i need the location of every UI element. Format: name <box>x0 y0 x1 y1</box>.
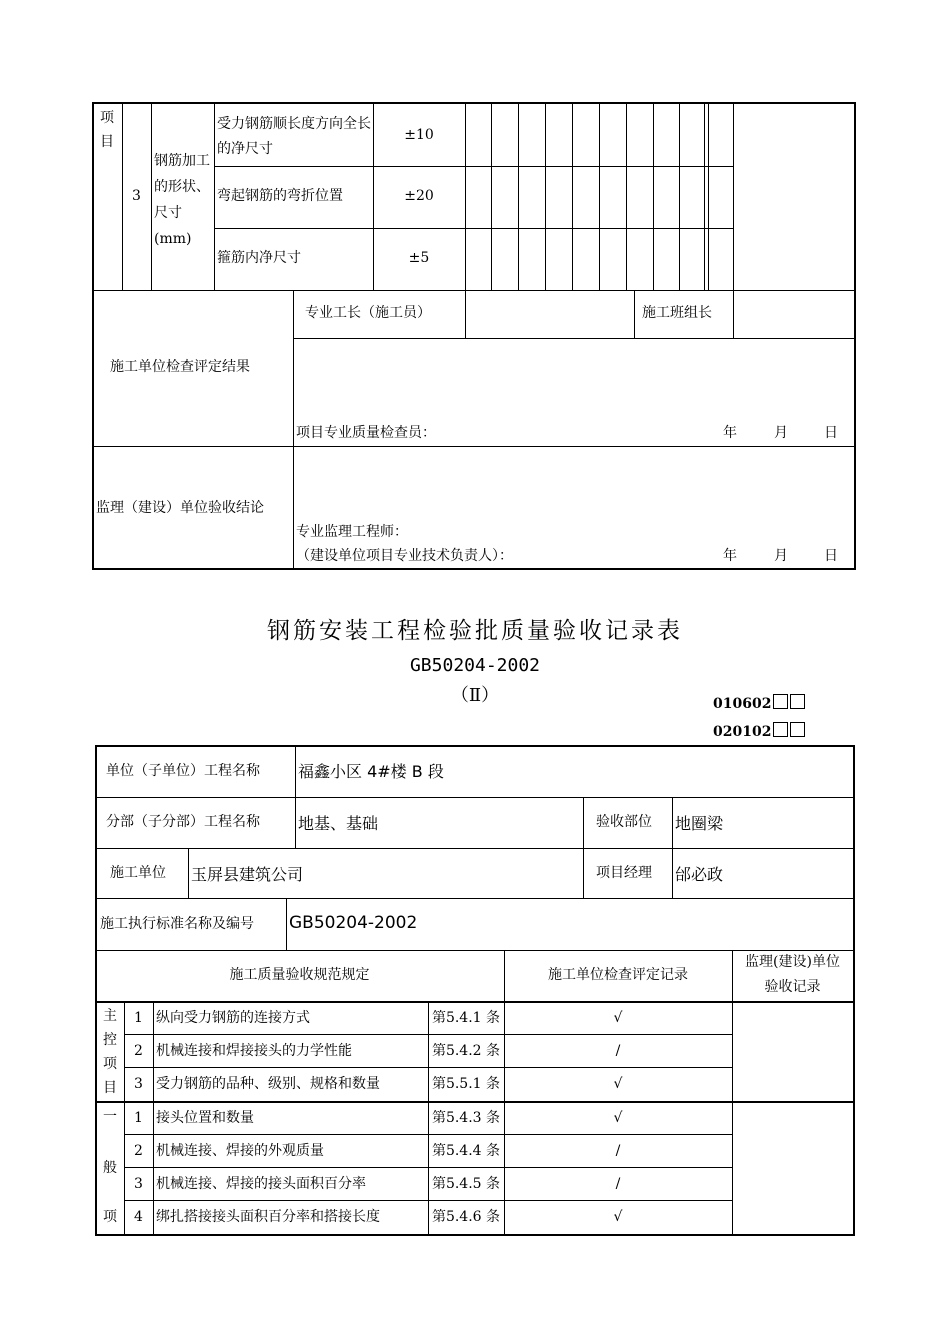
contractor-value: 玉屏县建筑公司 <box>191 865 304 884</box>
code-box-icon <box>773 694 788 709</box>
item-clause: 第5.4.2 条 <box>431 1043 501 1059</box>
item-check-mark: √ <box>613 1076 623 1092</box>
check-header: 施工单位检查评定记录 <box>548 967 688 983</box>
location-label: 验收部位 <box>596 814 652 830</box>
item-desc: 接头位置和数量 <box>156 1110 254 1126</box>
contractor-result-label: 施工单位检查评定结果 <box>110 359 250 375</box>
general-group-char-1: 一 <box>103 1109 117 1125</box>
item-check-mark: / <box>615 1143 621 1159</box>
form-standard: GB50204-2002 <box>409 655 541 676</box>
code-box-icon <box>790 694 805 709</box>
item-clause: 第5.4.5 条 <box>431 1176 501 1192</box>
owner-tech-label: （建设单位项目专业技术负责人）： <box>296 548 513 564</box>
manager-value: 邰必政 <box>675 865 724 884</box>
form-code-2: 020102 <box>713 722 805 741</box>
date-year-1: 年 <box>723 425 737 441</box>
division-label: 分部（子分部）工程名称 <box>106 814 260 830</box>
date-month-1: 月 <box>774 425 788 441</box>
item-no: 3 <box>134 1076 143 1092</box>
location-value: 地圈梁 <box>675 814 724 833</box>
foreman-label: 专业工长（施工员） <box>305 305 431 321</box>
quality-inspector-label: 项目专业质量检查员： <box>296 425 436 441</box>
item-desc: 机械连接、焊接的外观质量 <box>156 1143 324 1159</box>
item-desc: 纵向受力钢筋的连接方式 <box>156 1010 310 1026</box>
item-clause: 第5.4.1 条 <box>431 1010 501 1026</box>
item-check-mark: √ <box>613 1110 623 1126</box>
item-clause: 第5.4.3 条 <box>431 1110 501 1126</box>
team-leader-label: 施工班组长 <box>642 305 712 321</box>
section-label: 项目 <box>100 110 114 150</box>
row2-tolerance: ±20 <box>404 188 434 204</box>
item-clause: 第5.4.4 条 <box>431 1143 501 1159</box>
date-day-1: 日 <box>824 425 838 441</box>
item-check-mark: √ <box>613 1209 623 1225</box>
supervisor-label: 监理（建设）单位验收结论 <box>96 500 264 516</box>
row1-desc: 受力钢筋顺长度方向全长的净尺寸 <box>217 116 371 157</box>
item-no: 4 <box>134 1209 143 1225</box>
item-clause: 第5.4.6 条 <box>431 1209 501 1225</box>
contractor-label: 施工单位 <box>110 865 166 881</box>
accept-header-line2: 验收记录 <box>764 979 821 995</box>
item-no: 3 <box>134 1176 143 1192</box>
item-check-mark: / <box>615 1043 621 1059</box>
item-clause: 第5.5.1 条 <box>431 1076 501 1092</box>
row1-tolerance: ±10 <box>404 127 434 143</box>
item-no: 2 <box>134 1143 143 1159</box>
form-part: （Ⅱ） <box>450 685 500 706</box>
item-check-mark: / <box>615 1176 621 1192</box>
item-desc: 受力钢筋的品种、级别、规格和数量 <box>156 1076 380 1092</box>
form-code-1: 010602 <box>713 694 805 713</box>
row3-desc: 箍筋内净尺寸 <box>217 250 301 266</box>
general-group-char-2: 般 <box>103 1160 117 1176</box>
item-check-mark: √ <box>613 1010 623 1026</box>
item-number: 3 <box>132 188 141 204</box>
item-desc: 机械连接、焊接的接头面积百分率 <box>156 1176 366 1192</box>
item-no: 2 <box>134 1043 143 1059</box>
project-name-value: 福鑫小区 4#楼 B 段 <box>298 762 444 781</box>
item-no: 1 <box>134 1010 143 1026</box>
item-no: 1 <box>134 1110 143 1126</box>
item-desc: 机械连接和焊接接头的力学性能 <box>156 1043 352 1059</box>
item-name: 钢筋加工的形状、尺寸(mm) <box>154 153 210 247</box>
accept-header-line1: 监理(建设)单位 <box>745 954 840 970</box>
manager-label: 项目经理 <box>596 865 652 881</box>
spec-header: 施工质量验收规范规定 <box>229 967 370 983</box>
general-group-char-3: 项 <box>103 1209 117 1225</box>
date-year-2: 年 <box>723 548 737 564</box>
code-box-icon <box>773 722 788 737</box>
division-value: 地基、基础 <box>298 814 379 833</box>
standard-label: 施工执行标准名称及编号 <box>100 916 254 932</box>
item-desc: 绑扎搭接接头面积百分率和搭接长度 <box>156 1209 380 1225</box>
date-day-2: 日 <box>824 548 838 564</box>
project-name-label: 单位（子单位）工程名称 <box>106 763 260 779</box>
standard-value: GB50204-2002 <box>289 913 418 933</box>
date-month-2: 月 <box>774 548 788 564</box>
form-title: 钢筋安装工程检验批质量验收记录表 <box>267 618 683 644</box>
main-group-label: 主 控 项 目 <box>103 1008 117 1096</box>
supervisor-engineer-label: 专业监理工程师： <box>296 524 408 540</box>
row3-tolerance: ±5 <box>408 250 430 266</box>
code-box-icon <box>790 722 805 737</box>
row2-desc: 弯起钢筋的弯折位置 <box>217 188 343 204</box>
